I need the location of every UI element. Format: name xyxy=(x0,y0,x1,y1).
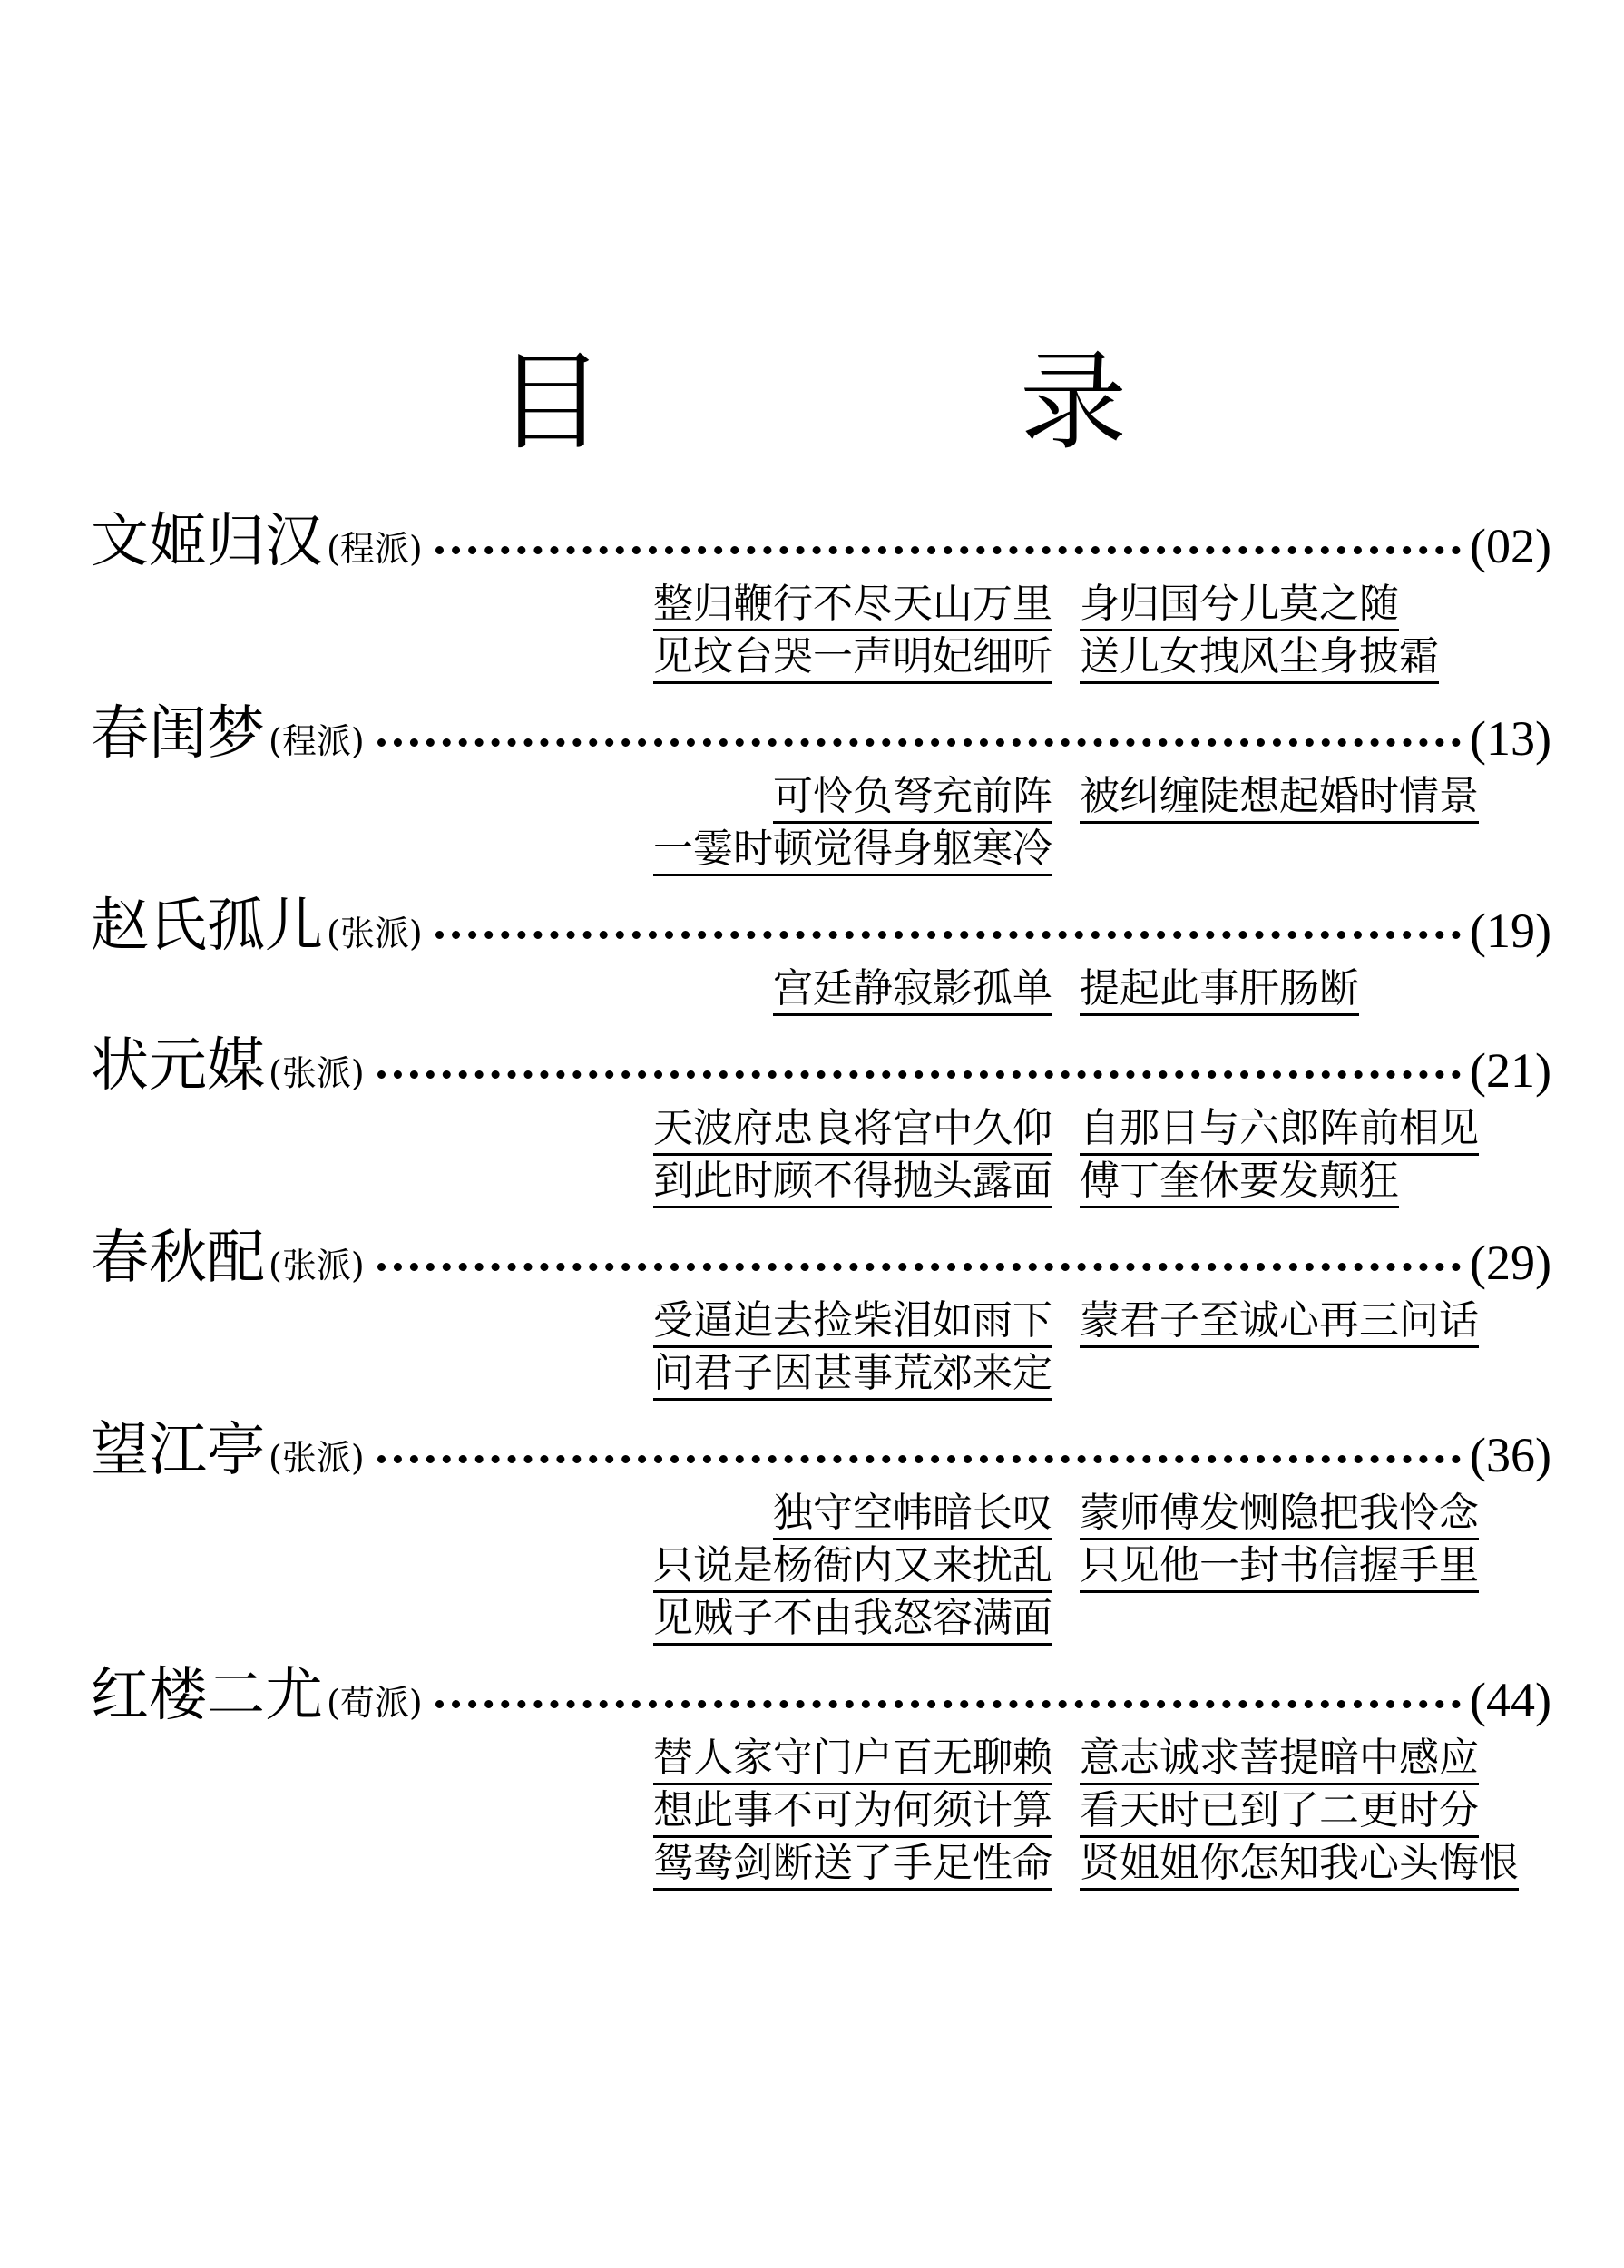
aria-list xyxy=(626,1485,1551,1643)
toc-entry xyxy=(91,687,1551,874)
toc-entry xyxy=(91,1211,1551,1398)
aria-list xyxy=(626,961,1551,1013)
aria-line-cell xyxy=(1080,1734,1524,1783)
opera-school: ( 程派 ) xyxy=(269,714,365,768)
aria-line-cell xyxy=(626,580,1052,629)
aria-line-cell xyxy=(626,1104,1052,1153)
opera-school: ( 张派 ) xyxy=(269,1431,365,1485)
toc-entry-heading xyxy=(91,879,1551,961)
aria-line-cell xyxy=(626,964,1052,1013)
aria-line-cell xyxy=(626,1489,1052,1538)
page-number: ( 44 ) xyxy=(1470,1670,1551,1730)
aria-line: 送儿女拽风尘身披霜 xyxy=(1080,633,1439,684)
aria-line: 一霎时顿觉得身躯寒冷 xyxy=(653,826,1052,876)
aria-line-cell xyxy=(626,632,1052,681)
toc-entry-heading xyxy=(91,494,1551,576)
opera-school: ( 程派 ) xyxy=(327,522,423,576)
aria-list xyxy=(626,768,1551,874)
opera-school: ( 张派 ) xyxy=(327,906,423,961)
page-number: ( 19 ) xyxy=(1470,901,1551,961)
toc-entry xyxy=(91,1019,1551,1206)
aria-line: 看天时已到了二更时分 xyxy=(1080,1787,1479,1838)
aria-line-cell xyxy=(626,1541,1052,1590)
dot-leader xyxy=(435,931,1461,939)
aria-line-cell xyxy=(626,772,1052,821)
opera-title: 文姬归汉 xyxy=(91,508,323,575)
aria-line: 自那日与六郎阵前相见 xyxy=(1080,1105,1479,1156)
page-number: ( 21 ) xyxy=(1470,1041,1551,1100)
aria-line: 贤姐姐你怎知我心头悔恨 xyxy=(1080,1840,1519,1891)
aria-line: 身归国兮儿莫之随 xyxy=(1080,581,1399,631)
opera-title: 春秋配 xyxy=(91,1225,265,1292)
aria-list xyxy=(626,1100,1551,1206)
aria-line: 见坟台哭一声明妃细听 xyxy=(653,633,1052,684)
opera-title: 望江亭 xyxy=(91,1417,265,1484)
toc-entry-heading xyxy=(91,687,1551,768)
aria-line: 鸳鸯剑断送了手足性命 xyxy=(653,1840,1052,1891)
aria-line: 受逼迫去捡柴泪如雨下 xyxy=(653,1297,1052,1348)
aria-line-cell xyxy=(1080,1786,1524,1835)
aria-line-cell xyxy=(1080,964,1524,1013)
aria-line: 可怜负弩充前阵 xyxy=(773,773,1052,824)
page-number: ( 13 ) xyxy=(1470,709,1551,768)
toc-entry-heading xyxy=(91,1648,1551,1730)
aria-line: 问君子因甚事荒郊来定 xyxy=(653,1350,1052,1401)
aria-line: 见贼子不由我怒容满面 xyxy=(653,1595,1052,1646)
table-of-contents xyxy=(91,494,1551,1893)
aria-line: 蒙君子至诚心再三问话 xyxy=(1080,1297,1479,1348)
aria-line: 只说是杨衙内又来扰乱 xyxy=(653,1542,1052,1593)
aria-line: 独守空帏暗长叹 xyxy=(773,1490,1052,1540)
opera-school: ( 张派 ) xyxy=(269,1046,365,1100)
aria-line: 意志诚求菩提暗中感应 xyxy=(1080,1735,1479,1785)
opera-title: 红楼二尤 xyxy=(91,1662,323,1729)
page-title: 目 录 xyxy=(496,339,1281,464)
toc-entry xyxy=(91,494,1551,681)
aria-line: 被纠缠陡想起婚时情景 xyxy=(1080,773,1479,824)
dot-leader xyxy=(435,1700,1461,1708)
aria-list xyxy=(626,1730,1551,1888)
aria-line-cell xyxy=(1080,1594,1524,1643)
aria-line-cell xyxy=(626,825,1052,874)
toc-entry xyxy=(91,1648,1551,1888)
aria-line: 替人家守门户百无聊赖 xyxy=(653,1735,1052,1785)
aria-line-cell xyxy=(626,1594,1052,1643)
toc-entry-heading xyxy=(91,1019,1551,1100)
aria-line: 提起此事肝肠断 xyxy=(1080,965,1359,1016)
aria-line: 傅丁奎休要发颠狂 xyxy=(1080,1158,1399,1208)
opera-title: 赵氏孤儿 xyxy=(91,893,323,960)
aria-line-cell xyxy=(626,1839,1052,1888)
aria-line-cell xyxy=(1080,1104,1524,1153)
aria-line-cell xyxy=(1080,1349,1524,1398)
aria-line-cell xyxy=(1080,580,1524,629)
aria-line: 整归鞭行不尽天山万里 xyxy=(653,581,1052,631)
aria-line: 到此时顾不得抛头露面 xyxy=(653,1158,1052,1208)
dot-leader xyxy=(377,738,1461,747)
toc-entry xyxy=(91,1403,1551,1643)
aria-line-cell xyxy=(1080,1489,1524,1538)
toc-entry-heading xyxy=(91,1211,1551,1293)
aria-line-cell xyxy=(1080,1296,1524,1345)
aria-line-cell xyxy=(626,1786,1052,1835)
dot-leader xyxy=(377,1070,1461,1079)
aria-line-cell xyxy=(626,1157,1052,1206)
dot-leader xyxy=(377,1263,1461,1271)
opera-school: ( 荀派 ) xyxy=(327,1676,423,1730)
aria-line-cell xyxy=(1080,772,1524,821)
aria-line: 蒙师傅发恻隐把我怜念 xyxy=(1080,1490,1479,1540)
opera-school: ( 张派 ) xyxy=(269,1238,365,1293)
aria-line-cell xyxy=(626,1296,1052,1345)
page-number: ( 36 ) xyxy=(1470,1425,1551,1485)
aria-line-cell xyxy=(1080,825,1524,874)
page-number: ( 02 ) xyxy=(1470,516,1551,576)
aria-list xyxy=(626,576,1551,681)
page-number: ( 29 ) xyxy=(1470,1233,1551,1293)
aria-line-cell xyxy=(626,1349,1052,1398)
aria-line-cell xyxy=(626,1734,1052,1783)
aria-list xyxy=(626,1293,1551,1398)
aria-line-cell xyxy=(1080,1157,1524,1206)
aria-line-cell xyxy=(1080,632,1524,681)
toc-entry-heading xyxy=(91,1403,1551,1485)
dot-leader xyxy=(435,546,1461,554)
aria-line-cell xyxy=(1080,1839,1524,1888)
dot-leader xyxy=(377,1455,1461,1463)
aria-line: 只见他一封书信握手里 xyxy=(1080,1542,1479,1593)
aria-line: 宫廷静寂影孤单 xyxy=(773,965,1052,1016)
aria-line-cell xyxy=(1080,1541,1524,1590)
opera-title: 状元媒 xyxy=(91,1032,265,1100)
toc-entry xyxy=(91,879,1551,1013)
aria-line: 天波府忠良将宫中久仰 xyxy=(653,1105,1052,1156)
opera-title: 春闺梦 xyxy=(91,700,265,767)
aria-line: 想此事不可为何须计算 xyxy=(653,1787,1052,1838)
